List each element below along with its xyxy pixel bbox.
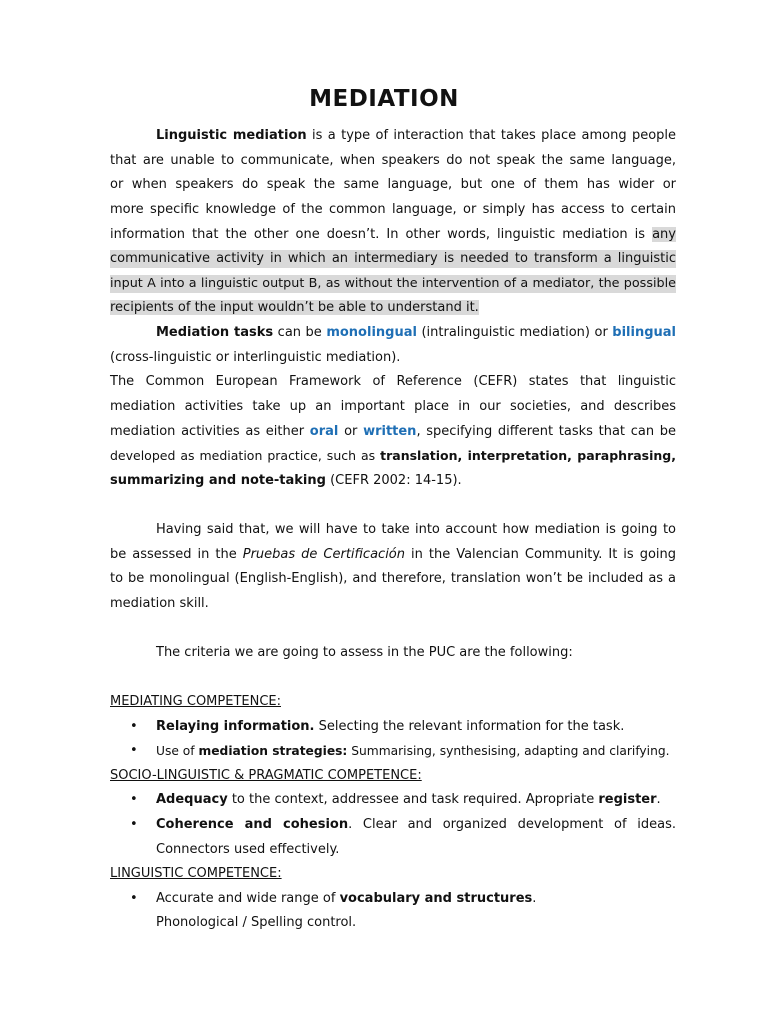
term-mediation-tasks: Mediation tasks xyxy=(156,325,274,340)
p2-line-1: Mediation tasks can be monolingual (intralinguistic mediation) or bilingual xyxy=(156,325,677,340)
p4-line-1: The criteria we are going to assess in the PUC are the following: xyxy=(156,645,573,660)
term-written: written xyxy=(363,424,417,439)
term-linguistic-mediation: Linguistic mediation xyxy=(156,128,307,143)
list-item-continuation: Phonological / Spelling control. xyxy=(156,915,357,930)
list-item: Accurate and wide range of vocabulary and structures. xyxy=(156,891,537,906)
p3-line-4: mediation skill. xyxy=(110,596,209,611)
p1-line-3: or when speakers do speak the same language, but one of them has wider or xyxy=(110,177,676,192)
p2-line-4: mediation activities take up an important place in our societies, and describes xyxy=(110,399,676,414)
p1-line-7-highlighted: input A into a linguistic output B, as without the intervention of a mediator, the possible xyxy=(110,276,676,291)
list-item-continuation: Connectors used effectively. xyxy=(156,842,340,857)
p3-line-3: to be monolingual (English-English), and therefore, translation won’t be included as a xyxy=(110,571,676,586)
p1-line-5: information that the other one doesn’t. In other words, linguistic mediation is any xyxy=(110,227,676,242)
p1-line-4: more specific knowledge of the common language, or simply has access to certain xyxy=(110,202,676,217)
p2-line-6: developed as mediation practice, such as translation, interpretation, paraphrasing, xyxy=(110,448,676,463)
bullet-icon: • xyxy=(130,719,138,734)
heading-mediating-competence: MEDIATING COMPETENCE: xyxy=(110,694,281,709)
p3-line-1: Having said that, we will have to take into account how mediation is going to xyxy=(156,522,676,537)
p1-line-1: Linguistic mediation is a type of interaction that takes place among people xyxy=(156,128,677,143)
highlighted-text: any xyxy=(652,227,676,242)
bullet-icon: • xyxy=(130,891,138,906)
p2-line-2: (cross-linguistic or interlinguistic mediation). xyxy=(110,350,401,365)
p2-line-3: The Common European Framework of Reference (CEFR) states that linguistic xyxy=(110,374,676,389)
p1-line-8-highlighted: recipients of the input wouldn’t be able to understand it. xyxy=(110,300,479,315)
p3-line-2: be assessed in the Pruebas de Certificación in the Valencian Community. It is going xyxy=(110,547,676,562)
bullet-icon: • xyxy=(130,817,138,832)
heading-socio-linguistic-competence: SOCIO-LINGUISTIC & PRAGMATIC COMPETENCE: xyxy=(110,768,422,783)
page-title: MEDIATION xyxy=(309,86,459,112)
bullet-icon: • xyxy=(130,743,138,758)
list-item: Coherence and cohesion. Clear and organized development of ideas. xyxy=(156,817,676,832)
term-monolingual: monolingual xyxy=(326,325,417,340)
p1-line-6-highlighted: communicative activity in which an intermediary is needed to transform a linguistic xyxy=(110,251,676,266)
p1-line-2: that are unable to communicate, when speakers do not speak the same language, xyxy=(110,153,676,168)
list-item: Use of mediation strategies: Summarising, synthesising, adapting and clarifying. xyxy=(156,744,670,758)
p2-line-5: mediation activities as either oral or written, specifying different tasks that can be xyxy=(110,424,676,439)
list-item: Relaying information. Selecting the relevant information for the task. xyxy=(156,719,625,734)
list-item: Adequacy to the context, addressee and task required. Apropriate register. xyxy=(156,792,661,807)
heading-linguistic-competence: LINGUISTIC COMPETENCE: xyxy=(110,866,282,881)
term-oral: oral xyxy=(309,424,339,439)
bullet-icon: • xyxy=(130,792,138,807)
p2-line-7: summarizing and note-taking (CEFR 2002: 14-15). xyxy=(110,473,462,488)
term-bilingual: bilingual xyxy=(612,325,677,340)
